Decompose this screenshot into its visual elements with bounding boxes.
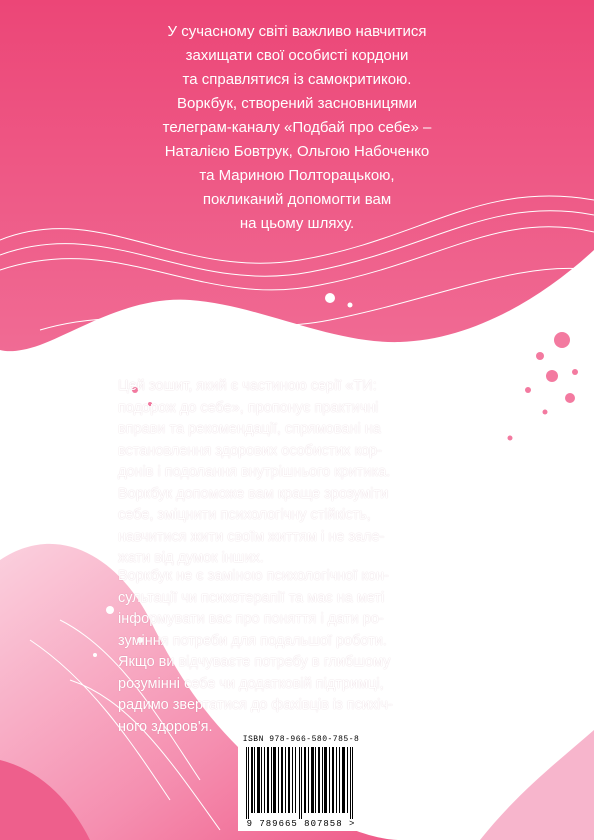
paragraph-line: себе, зміцнити психологічну стійкість, <box>118 507 371 523</box>
intro-line: У сучасному світі важливо навчитися <box>167 23 427 40</box>
paragraph-line: Воркбук допоможе вам краще зрозуміти <box>118 485 389 502</box>
paragraph-disclaimer <box>118 566 478 738</box>
paragraph-line: розумінні себе чи додатковій підтримці, <box>118 675 384 692</box>
intro-line: Воркбук, створений засновницями <box>176 95 418 112</box>
paragraph-line: встановлення здорових особистих кор- <box>118 442 382 459</box>
intro-line: телеграм-каналу «Подбай про себе» – <box>162 119 432 136</box>
paragraph-line: Цей зошит, який є частиною серії «ТИ: <box>118 378 377 394</box>
intro-line: захищати свої особисті кордони <box>185 47 409 64</box>
paragraph-line: ного здоров'я. <box>118 718 213 735</box>
paragraph-line: навчитися жити своїм життям і не зале- <box>118 528 385 545</box>
paragraph-line: Воркбук не є заміною психологічної кон- <box>118 568 389 584</box>
barcode-digits: 9 789665 807858 > <box>246 819 356 829</box>
intro-line: покликаний допомогти вам <box>202 191 392 208</box>
barcode-image <box>244 747 358 819</box>
paragraph-line: радимо звертатися до фахівців із психіч- <box>118 697 393 713</box>
intro-text <box>60 20 534 236</box>
paragraph-line: подорож до себе», пропонує практичні <box>118 399 379 416</box>
bottom-right-wave <box>480 730 594 840</box>
paragraph-line: зуміння потреби для подальшої роботи. <box>118 632 387 649</box>
isbn-label: ISBN 978-966-580-785-8 <box>242 735 360 744</box>
intro-line: Наталією Бовтрук, Ольгою Набоченко <box>164 143 430 160</box>
paragraph-series <box>118 376 478 570</box>
intro-line: та Мариною Полторацькою, <box>199 167 395 184</box>
paragraph-line: донів і подолання внутрішнього критика. <box>118 464 391 480</box>
intro-line: на цьому шляху. <box>239 215 355 232</box>
paragraph-line: Якщо ви відчуваєте потребу в глибшому <box>118 654 391 670</box>
isbn-barcode-block <box>238 735 364 831</box>
paragraph-line: жати від думок інших. <box>118 550 264 566</box>
intro-line: та справлятися із самокритикою. <box>182 71 412 88</box>
paragraph-line: інформувати вас про поняття і дати ро- <box>118 611 384 627</box>
paragraph-line: вправи та рекомендації, спрямовані на <box>118 421 381 437</box>
paragraph-line: сультації чи психотерапії та має на меті <box>118 589 385 606</box>
